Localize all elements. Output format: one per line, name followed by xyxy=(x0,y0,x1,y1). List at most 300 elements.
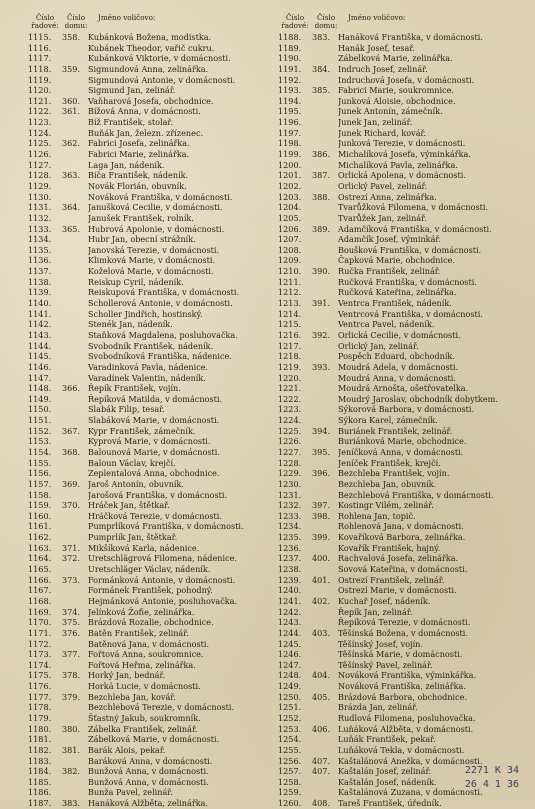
row-number: 1217. xyxy=(278,340,302,351)
row-number: 1223. xyxy=(278,404,302,415)
list-item xyxy=(278,181,533,192)
list-item xyxy=(28,138,258,149)
list-item xyxy=(278,521,533,532)
list-item xyxy=(28,553,258,564)
row-number: 1132. xyxy=(28,212,52,223)
row-number: 1209. xyxy=(278,255,302,266)
voter-name: Boušková Františka, v domácnosti. xyxy=(338,244,482,255)
row-number: 1181. xyxy=(28,734,52,745)
voter-name: Novák Florián, obuvník. xyxy=(88,180,187,191)
row-number: 1246. xyxy=(278,649,302,660)
voter-name: Indruch Josef, zelinář. xyxy=(338,63,428,74)
row-number: 1219. xyxy=(278,361,302,372)
list-item xyxy=(28,362,258,373)
list-item xyxy=(28,692,258,703)
list-item xyxy=(278,149,533,160)
row-number: 1210. xyxy=(278,266,302,277)
list-item xyxy=(278,53,533,64)
list-item xyxy=(278,564,533,575)
row-number: 1247. xyxy=(278,659,302,670)
row-number: 1115. xyxy=(28,32,52,42)
house-number: 383. xyxy=(312,32,331,42)
row-number: 1243. xyxy=(278,617,302,628)
voter-name: Batěnová Jana, v domácnosti. xyxy=(88,638,210,649)
stamp-line: 2271 K 34 xyxy=(464,765,519,776)
house-number: 387. xyxy=(312,170,331,181)
row-number: 1234. xyxy=(278,521,302,532)
row-number: 1229. xyxy=(278,468,302,479)
row-number: 1242. xyxy=(278,606,302,617)
row-number: 1125. xyxy=(28,138,52,149)
list-item xyxy=(278,245,533,256)
column-header xyxy=(278,14,533,32)
voter-name: Ostrezí Anna, zelinářka. xyxy=(338,191,437,202)
voter-name: Scholler Jindřich, hostinský. xyxy=(88,308,203,319)
list-item xyxy=(278,447,533,458)
row-number: 1138. xyxy=(28,276,52,287)
list-item xyxy=(278,607,533,618)
list-item xyxy=(278,532,533,543)
row-number: 1230. xyxy=(278,478,302,489)
house-number: 366. xyxy=(62,383,81,394)
house-number: 372. xyxy=(62,553,81,564)
voter-name: Nováková Františka, v domácnosti. xyxy=(88,191,233,202)
house-number: 402. xyxy=(312,595,331,606)
voter-name: Hanáková Františka, v domácnosti. xyxy=(338,32,483,42)
list-item xyxy=(28,298,258,309)
voter-name: Fořtová Heřma, zelinářka. xyxy=(88,659,196,670)
row-number: 1162. xyxy=(28,532,52,543)
voter-name: Reiskup Cyril, nádeník. xyxy=(88,276,184,287)
row-number: 1116. xyxy=(28,42,52,53)
house-number: 374. xyxy=(62,606,81,617)
voter-name: Buňák Jan, železn. zřízenec. xyxy=(88,127,204,138)
list-item xyxy=(278,298,533,309)
voter-name: Bezchlebová Františka, v domácnosti. xyxy=(338,489,494,500)
row-number: 1171. xyxy=(28,627,52,638)
row-number: 1248. xyxy=(278,670,302,681)
voter-name: Moudrá Arnošta, ošetřovatelka. xyxy=(338,383,469,394)
list-item xyxy=(278,511,533,522)
house-number: 383. xyxy=(62,798,81,809)
list-item xyxy=(28,245,258,256)
left-column xyxy=(28,14,258,809)
row-number: 1204. xyxy=(278,202,302,213)
list-item xyxy=(278,192,533,203)
row-number: 1142. xyxy=(28,319,52,330)
voter-name: Uretschlägrová Filomena, nádenice. xyxy=(88,553,237,564)
list-item xyxy=(28,607,258,618)
row-number: 1192. xyxy=(278,74,302,85)
voter-name: Jeníček František, krejčí. xyxy=(338,457,441,468)
house-number: 394. xyxy=(312,425,331,436)
list-item xyxy=(278,543,533,554)
row-number: 1129. xyxy=(28,180,52,191)
voter-name: Jeníčková Anna, v domácnosti. xyxy=(338,446,464,457)
row-number: 1253. xyxy=(278,723,302,734)
row-number: 1255. xyxy=(278,744,302,755)
list-item xyxy=(278,277,533,288)
row-number: 1199. xyxy=(278,149,302,160)
voter-name: Hanáková Alžběta, zelinářka. xyxy=(88,798,209,809)
row-number: 1144. xyxy=(28,340,52,351)
list-item xyxy=(28,75,258,86)
list-item xyxy=(28,309,258,320)
voter-name: Ostrezí Marie, v domácnosti. xyxy=(338,585,457,596)
voter-name: Hráčková Terezie, v domácnosti. xyxy=(88,510,222,521)
list-item xyxy=(28,415,258,426)
list-item xyxy=(278,224,533,235)
list-item xyxy=(28,756,258,767)
voter-name: Hanák Josef, tesař. xyxy=(338,42,415,53)
voter-name: Sýkora Karel, zámečník. xyxy=(338,415,438,426)
voter-name: Těšínská Marie, v domácnosti. xyxy=(338,649,463,660)
voter-name: Reiskupová Františka, v domácnosti. xyxy=(88,287,240,298)
voter-name: Bíž František, stolař. xyxy=(88,117,173,128)
list-item xyxy=(28,617,258,628)
list-item xyxy=(278,362,533,373)
row-number: 1173. xyxy=(28,649,52,660)
voter-name: Ventrcová Františka, v domácnosti. xyxy=(338,308,483,319)
voter-name: Kovaříková Barbora, zelinářka. xyxy=(338,532,466,543)
row-number: 1236. xyxy=(278,542,302,553)
voter-name: Junek Jan, zelinář. xyxy=(338,117,413,128)
row-number: 1237. xyxy=(278,553,302,564)
voter-name: Ventrca Pavel, nádeník. xyxy=(338,319,435,330)
row-number: 1260. xyxy=(278,798,302,809)
handwritten-stamp xyxy=(439,764,519,792)
voter-name: Junková Terezie, v domácnosti. xyxy=(338,138,466,149)
list-item xyxy=(28,639,258,650)
list-item xyxy=(278,128,533,139)
list-item xyxy=(278,436,533,447)
row-number: 1218. xyxy=(278,351,302,362)
voter-name: Laga Jan, nádeník. xyxy=(88,159,165,170)
list-item xyxy=(28,149,258,160)
house-number: 400. xyxy=(312,553,331,564)
voter-name: Bezchlebová Terezie, v domácnosti. xyxy=(88,702,235,713)
row-number: 1159. xyxy=(28,500,52,511)
voter-name: Řepík Jan, zelinář. xyxy=(338,606,413,617)
voter-name: Moudrá Adela, v domácnosti. xyxy=(338,361,459,372)
row-number: 1189. xyxy=(278,42,302,53)
voter-name: Těšínský Josef, vojín. xyxy=(338,638,423,649)
list-item xyxy=(28,192,258,203)
list-item xyxy=(278,734,533,745)
voter-name: Orlický Pavel, zelinář. xyxy=(338,180,428,191)
list-item xyxy=(278,617,533,628)
list-item xyxy=(28,32,258,43)
row-number: 1121. xyxy=(28,95,52,106)
list-item xyxy=(278,266,533,277)
voter-name: Kaštalán Josef, zelinář. xyxy=(338,766,432,777)
row-number: 1258. xyxy=(278,776,302,787)
house-number: 359. xyxy=(62,63,81,74)
row-number: 1201. xyxy=(278,170,302,181)
row-number: 1193. xyxy=(278,85,302,96)
house-number: 406. xyxy=(312,723,331,734)
row-number: 1182. xyxy=(28,744,52,755)
voter-name: Pumprlík Jan, štětkař. xyxy=(88,532,178,543)
row-number: 1130. xyxy=(28,191,52,202)
list-item xyxy=(28,394,258,405)
voter-name: Tvarůžková Filomena, v domácnosti. xyxy=(338,202,489,213)
row-number: 1200. xyxy=(278,159,302,170)
list-item xyxy=(278,373,533,384)
voter-name: Jarošová Františka, v domácnosti. xyxy=(88,489,228,500)
list-item xyxy=(28,128,258,139)
voter-name: Bezchleba Jan, kovář. xyxy=(88,691,176,702)
list-item xyxy=(28,53,258,64)
row-number: 1211. xyxy=(278,276,302,287)
list-item xyxy=(278,500,533,511)
list-item xyxy=(28,341,258,352)
voter-name: Janušek František, rolník. xyxy=(88,212,194,223)
house-number: 362. xyxy=(62,138,81,149)
list-item xyxy=(28,543,258,554)
voter-name: Staňková Magdalena, posluhovačka. xyxy=(88,329,238,340)
list-item xyxy=(278,468,533,479)
voter-name: Sigmund Jan, zelinář. xyxy=(88,85,176,96)
row-number: 1157. xyxy=(28,478,52,489)
row-number: 1213. xyxy=(278,298,302,309)
list-item xyxy=(278,75,533,86)
row-number: 1226. xyxy=(278,436,302,447)
list-item xyxy=(278,681,533,692)
voter-name: Balounová Marie, v domácnosti. xyxy=(88,446,220,457)
list-item xyxy=(28,277,258,288)
column-header xyxy=(28,14,258,32)
voter-name: Fabrici Josefa, zelinářka. xyxy=(88,138,190,149)
voter-name: Rachvalová Josefa, zelinářka. xyxy=(338,553,459,564)
row-number: 1149. xyxy=(28,393,52,404)
list-item xyxy=(278,458,533,469)
voter-name: Baloun Václav, krejčí. xyxy=(88,457,176,468)
voter-name: Řepík František, vojín. xyxy=(88,383,181,394)
house-number: 367. xyxy=(62,425,81,436)
row-number: 1120. xyxy=(28,85,52,96)
list-item xyxy=(28,64,258,75)
list-item xyxy=(28,468,258,479)
house-number: 408. xyxy=(312,798,331,809)
voter-name: Buriánková Marie, obchodnice. xyxy=(338,436,467,447)
voter-name: Formánek František, pohodný. xyxy=(88,585,213,596)
list-item xyxy=(28,500,258,511)
row-number: 1167. xyxy=(28,585,52,596)
voter-name: Janušková Cecilie, v domácnosti. xyxy=(88,202,223,213)
row-number: 1117. xyxy=(28,53,52,64)
voter-name: Fabrici Marie, soukromnice. xyxy=(338,85,454,96)
list-item xyxy=(28,596,258,607)
row-number: 1146. xyxy=(28,361,52,372)
voter-name: Indruchová Josefa, v domácnosti. xyxy=(338,74,475,85)
list-item xyxy=(278,106,533,117)
row-number: 1122. xyxy=(28,106,52,117)
list-item xyxy=(28,670,258,681)
list-item xyxy=(278,490,533,501)
list-item xyxy=(278,585,533,596)
row-number: 1214. xyxy=(278,308,302,319)
list-item xyxy=(28,511,258,522)
house-number: 391. xyxy=(312,298,331,309)
voter-name: Varadínek Valentin, nádeník. xyxy=(88,372,206,383)
list-item xyxy=(28,224,258,235)
row-number: 1177. xyxy=(28,691,52,702)
list-item xyxy=(278,660,533,671)
row-number: 1169. xyxy=(28,606,52,617)
list-item xyxy=(278,415,533,426)
row-number: 1224. xyxy=(278,415,302,426)
voter-name: Zeplentalová Anna, obchodnice. xyxy=(88,468,220,479)
row-number: 1176. xyxy=(28,681,52,692)
row-number: 1160. xyxy=(28,510,52,521)
voter-name: Rohlenová Jana, v domácnosti. xyxy=(338,521,464,532)
list-item xyxy=(28,43,258,54)
house-number: 373. xyxy=(62,574,81,585)
house-number: 397. xyxy=(312,500,331,511)
voter-name: Hráček Jan, štětkař. xyxy=(88,500,170,511)
row-number: 1174. xyxy=(28,659,52,670)
list-item xyxy=(278,404,533,415)
row-number: 1165. xyxy=(28,564,52,575)
list-item xyxy=(278,32,533,43)
row-number: 1147. xyxy=(28,372,52,383)
row-number: 1251. xyxy=(278,702,302,713)
voter-name: Bezchleba Jan, obuvník. xyxy=(338,478,437,489)
list-item xyxy=(278,96,533,107)
voter-name: Ručková Františka, v domácnosti. xyxy=(338,276,477,287)
row-number: 1212. xyxy=(278,287,302,298)
voter-name: Kaštalánová Anežka, v domácnosti. xyxy=(338,755,483,766)
voter-name: Horká Lucie, v domácnosti. xyxy=(88,681,201,692)
house-number: 368. xyxy=(62,446,81,457)
list-item xyxy=(278,596,533,607)
list-item xyxy=(278,85,533,96)
voter-name: Koželová Marie, v domácnosti. xyxy=(88,266,214,277)
voter-name: Orlický Jan, zelinář. xyxy=(338,340,419,351)
row-number: 1227. xyxy=(278,446,302,457)
list-item xyxy=(278,117,533,128)
list-item xyxy=(278,255,533,266)
list-item xyxy=(278,553,533,564)
row-number: 1133. xyxy=(28,223,52,234)
list-item xyxy=(278,628,533,639)
row-number: 1128. xyxy=(28,170,52,181)
house-number: 370. xyxy=(62,500,81,511)
voter-name: Zábelková Marie, zelinářka. xyxy=(338,53,453,64)
row-number: 1143. xyxy=(28,329,52,340)
voter-name: Těšínská Božena, v domácnosti. xyxy=(338,627,468,638)
voter-name: Kuchař Josef, nádeník. xyxy=(338,595,431,606)
list-item xyxy=(28,330,258,341)
row-number: 1158. xyxy=(28,489,52,500)
row-number: 1175. xyxy=(28,670,52,681)
list-item xyxy=(28,234,258,245)
row-number: 1228. xyxy=(278,457,302,468)
row-number: 1245. xyxy=(278,638,302,649)
voter-name: Rudlová Filomena, posluhovačka. xyxy=(338,713,476,723)
row-number: 1118. xyxy=(28,63,52,74)
list-item xyxy=(28,426,258,437)
voter-name: Řepíková Matilda, v domácnosti. xyxy=(88,393,222,404)
voter-name: Tareš František, úředník. xyxy=(338,798,442,809)
row-number: 1222. xyxy=(278,393,302,404)
voter-name: Pumprlíková Františka, v domácnosti. xyxy=(88,521,244,532)
house-number: 405. xyxy=(312,691,331,702)
row-number: 1221. xyxy=(278,383,302,394)
row-number: 1191. xyxy=(278,63,302,74)
voter-name: Hubrová Apolonie, v domácnosti. xyxy=(88,223,225,234)
list-item xyxy=(278,426,533,437)
voter-name: Adamčík Josef, výminkář. xyxy=(338,234,441,245)
house-number: 388. xyxy=(312,191,331,202)
list-item xyxy=(278,341,533,352)
list-item xyxy=(28,436,258,447)
voter-name: Šťastný Jakub, soukromník. xyxy=(88,713,201,723)
row-number: 1208. xyxy=(278,244,302,255)
voter-name: Kyprová Marie, v domácnosti. xyxy=(88,436,211,447)
list-item xyxy=(28,575,258,586)
row-number: 1135. xyxy=(28,244,52,255)
list-item xyxy=(278,713,533,724)
list-item xyxy=(28,447,258,458)
voter-name: Luňáková Alžběta, v domácnosti. xyxy=(338,723,474,734)
list-item xyxy=(28,255,258,266)
voter-name: Sovová Kateřina, v domácnosti. xyxy=(338,564,468,575)
voter-name: Kaštalánová Zuzana, v domácnosti. xyxy=(338,787,483,798)
row-number: 1170. xyxy=(28,617,52,628)
list-item xyxy=(28,734,258,745)
row-number: 1194. xyxy=(278,95,302,106)
voter-name: Pospěch Eduard, obchodník. xyxy=(338,351,455,362)
list-item xyxy=(28,117,258,128)
row-number: 1244. xyxy=(278,627,302,638)
row-number: 1126. xyxy=(28,149,52,160)
voter-name: Baráková Anna, v domácnosti. xyxy=(88,755,213,766)
voter-name: Luňáková Tekla, v domácnosti. xyxy=(338,744,465,755)
row-number: 1163. xyxy=(28,542,52,553)
voter-name: Luňák František, pekař. xyxy=(338,734,436,745)
list-item xyxy=(28,490,258,501)
voter-name: Čapková Marie, obchodnice. xyxy=(338,255,456,266)
house-number: 404. xyxy=(312,670,331,681)
header-row-number: Číslo řadové: xyxy=(31,13,59,30)
list-item xyxy=(28,266,258,277)
voter-name: Kovařík František, hajný. xyxy=(338,542,441,553)
list-item xyxy=(278,287,533,298)
row-number: 1187. xyxy=(28,798,52,809)
row-number: 1131. xyxy=(28,202,52,213)
row-number: 1140. xyxy=(28,298,52,309)
voter-name: Janovská Terezie, v domácnosti. xyxy=(88,244,220,255)
voter-name: Adamčíková Františka, v domácnosti. xyxy=(338,223,492,234)
row-number: 1254. xyxy=(278,734,302,745)
list-item xyxy=(28,213,258,224)
list-item xyxy=(28,521,258,532)
row-number: 1179. xyxy=(28,713,52,723)
house-number: 376. xyxy=(62,627,81,638)
list-item xyxy=(28,681,258,692)
row-number: 1172. xyxy=(28,638,52,649)
voter-name: Batěn František, zelinář. xyxy=(88,627,189,638)
voter-name: Stenék Jan, nádeník. xyxy=(88,319,173,330)
house-number: 395. xyxy=(312,446,331,457)
house-number: 393. xyxy=(312,361,331,372)
row-number: 1196. xyxy=(278,117,302,128)
row-number: 1239. xyxy=(278,574,302,585)
house-number: 364. xyxy=(62,202,81,213)
list-item xyxy=(28,96,258,107)
